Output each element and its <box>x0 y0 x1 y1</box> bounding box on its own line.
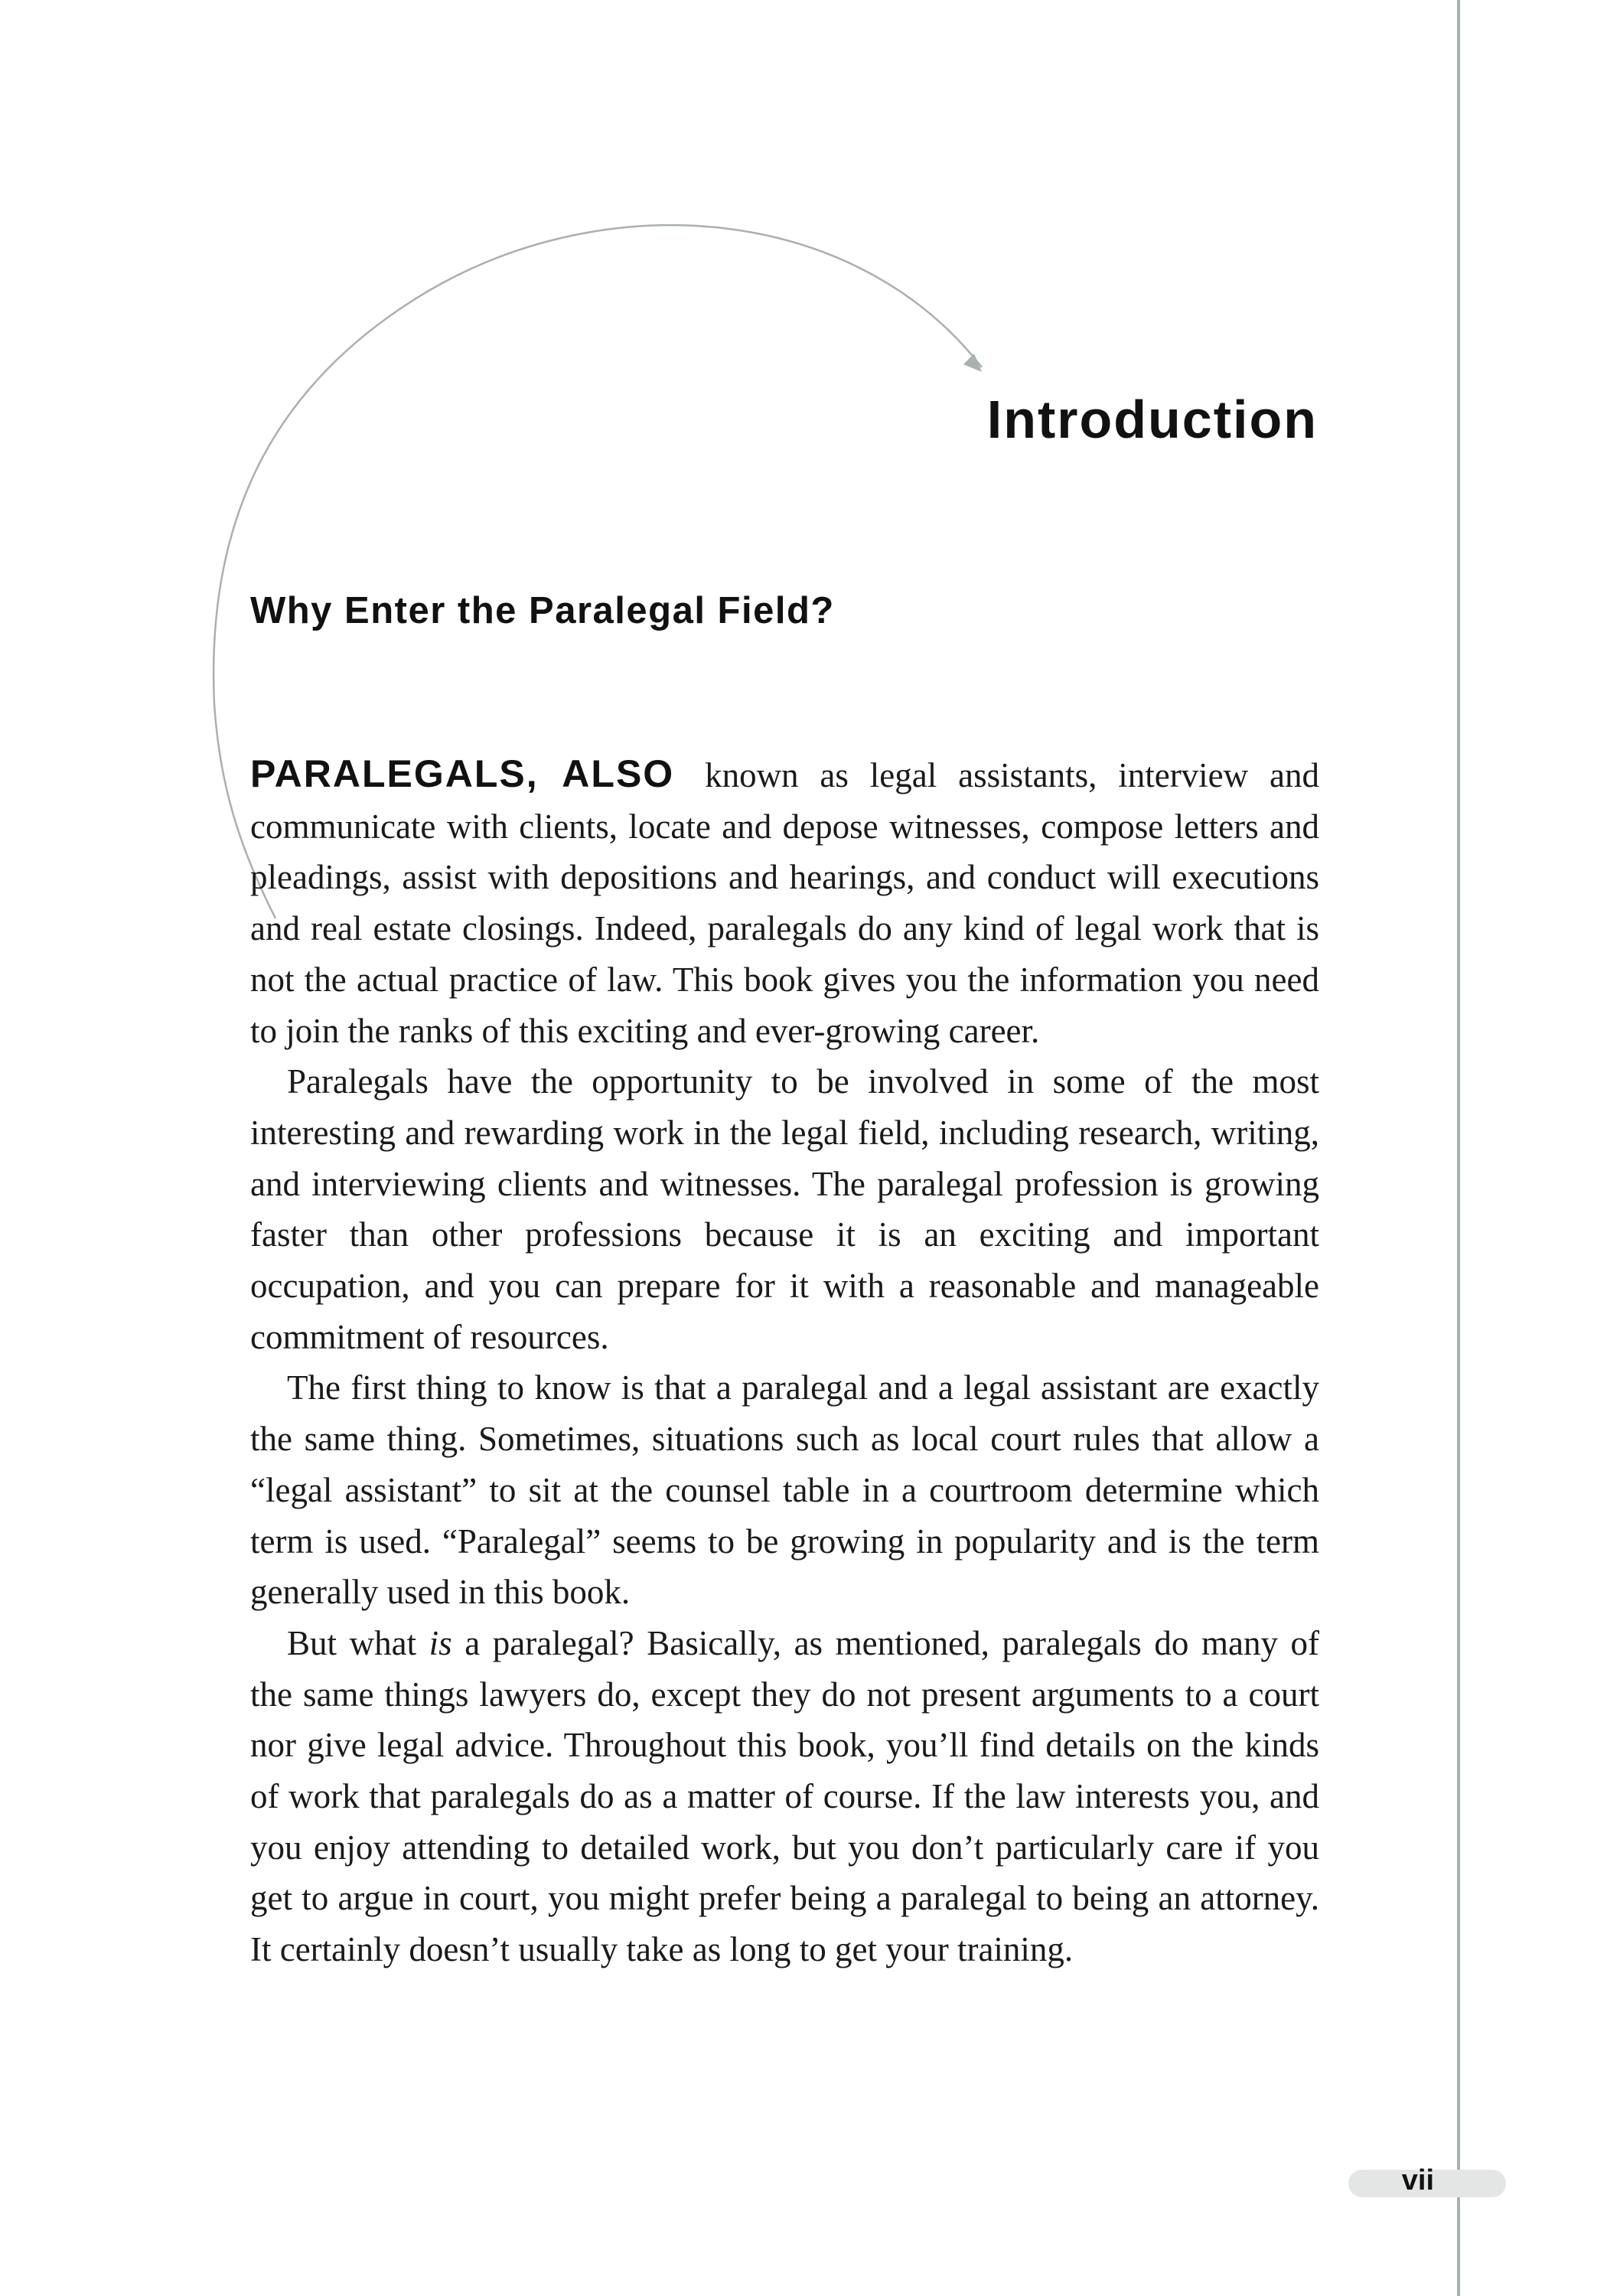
paragraph-1 <box>250 748 1319 1056</box>
section-heading: Why Enter the Paralegal Field? <box>250 590 835 631</box>
paragraph-3: The first thing to know is that a paralegal and a legal assistant are exactly the same thing. Sometimes, situations such as local court rules that allow a “legal assistant” to sit at the counsel table in a courtroom determine which term is used. “Paralegal” seems to be growing in popularity and is the term generally used in this book. <box>250 1368 1319 1612</box>
paragraph-1-text: known as legal assistants, interview and communicate with clients, locate and depose witnesses, compose letters and pleadings, assist with depositions and hearings, and conduct will executions and real estate closings. Indeed, paralegals do any kind of legal work that is not the actual practice of law. This book gives you the information you need to join the ranks of this exciting and ever-growing career. <box>250 756 1319 1050</box>
paragraph-4-text: a paralegal? Basically, as mentioned, paralegals do many of the same things lawyers do, except they do not present arguments to a court nor give legal advice. Throughout this book, you’ll find details on the kinds of work that paralegals do as a matter of course. If the law interests you, and you enjoy attending to detailed work, but you don’t particularly care if you get to argue in court, you might prefer being a paralegal to being an attorney. It certainly doesn’t usually take as long to get your training. <box>250 1623 1320 1969</box>
body-text <box>250 748 1319 1975</box>
page-number: vii <box>1401 2164 1434 2197</box>
paragraph-4-start: But what <box>287 1623 417 1662</box>
lead-in: PARALEGALS, ALSO <box>250 752 675 795</box>
paragraph-2: Paralegals have the opportunity to be involved in some of the most interesting and rewarding work in the legal field, including research, writing, and interviewing clients and witnesses. The paralegal profession is growing faster than other professions because it is an exciting and important occupation, and you can prepare for it with a reasonable and manageable commitment of resources. <box>250 1062 1319 1356</box>
paragraph-4 <box>250 1618 1319 1975</box>
chapter-title: Introduction <box>986 390 1318 449</box>
paragraph-4-emphasis: is <box>429 1623 452 1662</box>
